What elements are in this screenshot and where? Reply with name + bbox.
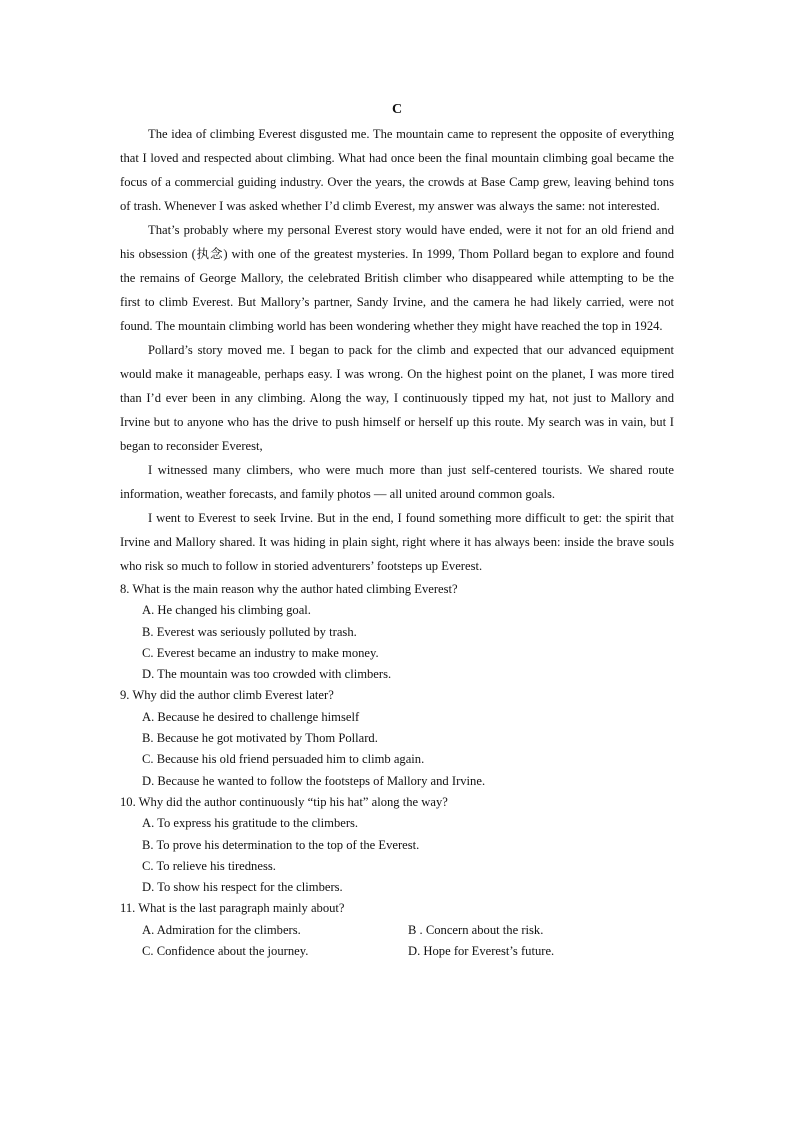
document-page <box>120 98 674 962</box>
option-a: A. Admiration for the climbers. <box>142 922 301 937</box>
option-c: C. Confidence about the journey. <box>142 944 309 959</box>
option-c: C. Because his old friend persuaded him to climb again. <box>142 752 425 767</box>
passage-paragraph-2: That’s probably where my personal Everest story would have ended, were it not for an old friend and his obsession (执念) with one of the greatest mysteries. In 1999, Thom Pollard began to explore and found the remains of George Mallory, the celebrated British climber who disappeared while attempting to be the first to climb Everest. But Mallory’s partner, Sandy Irvine, and the camera he had likely carried, were not found. The mountain climbing world has been wondering whether they might have reached the top in 1924. <box>120 223 674 333</box>
option-b: B. To prove his determination to the top of the Everest. <box>142 837 420 852</box>
option-d: D. Because he wanted to follow the footsteps of Mallory and Irvine. <box>142 773 486 788</box>
option-b: B. Everest was seriously polluted by trash. <box>142 624 357 639</box>
option-c: C. Everest became an industry to make money. <box>142 645 379 660</box>
option-d: D. The mountain was too crowded with climbers. <box>142 667 392 682</box>
option-a: A. Because he desired to challenge himself <box>142 709 360 724</box>
question-11 <box>120 898 674 962</box>
passage-paragraph-1: The idea of climbing Everest disgusted me. The mountain came to represent the opposite of everything that I loved and respected about climbing. What had once been the final mountain climbing goal became the focus of a commercial guiding industry. Over the years, the crowds at Base Camp grew, leaving behind tons of trash. Whenever I was asked whether I’d climb Everest, my answer was always the same: not interested. <box>120 127 674 213</box>
passage-paragraph-4: I witnessed many climbers, who were much more than just self-centered tourists. We shared route information, weather forecasts, and family photos — all united around common goals. <box>120 463 674 501</box>
option-row <box>120 920 674 941</box>
option-c: C. To relieve his tiredness. <box>142 858 276 873</box>
question-stem: 8. What is the main reason why the author hated climbing Everest? <box>120 582 458 596</box>
question-10 <box>120 792 674 898</box>
question-stem: 11. What is the last paragraph mainly about? <box>120 901 345 916</box>
option-d: D. To show his respect for the climbers. <box>142 880 343 895</box>
question-stem: 9. Why did the author climb Everest later? <box>120 688 334 703</box>
question-8 <box>120 579 674 685</box>
question-stem: 10. Why did the author continuously “tip his hat” along the way? <box>120 794 448 809</box>
questions <box>120 579 674 962</box>
option-b: B. Because he got motivated by Thom Pollard. <box>142 731 378 746</box>
question-9 <box>120 685 674 791</box>
passage-paragraph-5: I went to Everest to seek Irvine. But in the end, I found something more difficult to get: the spirit that Irvine and Mallory shared. It was hiding in plain sight, right where it has always been: inside the brave souls who risk so much to follow in storied adventurers’ footsteps up Everest. <box>120 511 674 573</box>
option-a: A. To express his gratitude to the climbers. <box>142 816 359 831</box>
option-d: D. Hope for Everest’s future. <box>408 944 555 959</box>
passage-paragraph-3: Pollard’s story moved me. I began to pack for the climb and expected that our advanced equipment would make it manageable, perhaps easy. I was wrong. On the highest point on the planet, I was more tired than I’d ever been in any climbing. Along the way, I continuously tipped my hat, not just to Mallory and Irvine but to anyone who has the drive to push himself or herself up this route. My search was in vain, but I began to reconsider Everest, <box>120 343 674 453</box>
passage <box>120 122 674 578</box>
section-heading: C <box>391 102 403 117</box>
option-a: A. He changed his climbing goal. <box>142 603 311 618</box>
option-b: B . Concern about the risk. <box>408 922 544 937</box>
option-row <box>120 941 674 962</box>
